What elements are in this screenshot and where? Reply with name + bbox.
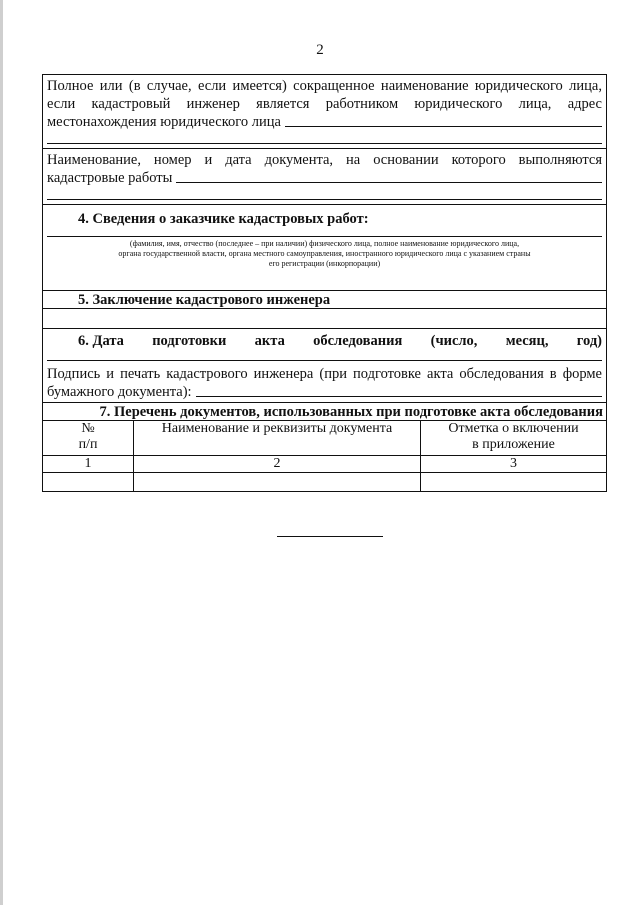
num-col-3: 3	[421, 456, 607, 473]
date-w6: месяц,	[505, 333, 549, 349]
end-rule	[277, 536, 383, 537]
num-col-2: 2	[134, 456, 421, 473]
date-w4: обследования	[313, 333, 403, 349]
documents-table	[43, 420, 606, 491]
header-num-line1: №	[81, 421, 95, 436]
org-address-line2: если кадастровый инженер является работником юридического лица, адрес	[47, 96, 602, 112]
customer-section	[43, 205, 606, 291]
signature-line2	[47, 383, 602, 401]
date-w2: подготовки	[152, 333, 227, 349]
page-number: 2	[316, 42, 324, 58]
row-num-cell[interactable]	[43, 473, 134, 491]
date-w7: год)	[576, 333, 602, 349]
basis-doc-label: кадастровые работы	[47, 170, 173, 186]
basis-doc-extra-line[interactable]	[47, 199, 602, 200]
header-mark-line1: Отметка о включении	[448, 421, 579, 436]
basis-doc-line2	[47, 169, 602, 187]
signature-label: бумажного документа):	[47, 384, 192, 400]
conclusion-heading-row	[43, 291, 606, 309]
table-header-row	[43, 421, 606, 456]
scan-edge	[0, 0, 3, 905]
basis-doc-line1: Наименование, номер и дата документа, на основании которого выполняются	[47, 152, 602, 168]
documents-section	[43, 403, 606, 491]
table-number-row	[43, 456, 606, 473]
row-doc-cell[interactable]	[134, 473, 421, 491]
signature-field[interactable]	[196, 383, 602, 397]
basis-doc-field[interactable]	[176, 169, 602, 183]
org-address-field[interactable]	[285, 113, 602, 127]
signature-line1: Подпись и печать кадастрового инженера (при подготовке акта обследования в форме	[47, 366, 602, 382]
org-address-label: местонахождения юридического лица	[47, 114, 281, 130]
date-section	[43, 329, 606, 403]
row-mark-cell[interactable]	[421, 473, 607, 491]
customer-heading: 4. Сведения о заказчике кадастровых работ:	[78, 211, 369, 227]
customer-field[interactable]	[47, 236, 602, 237]
date-w1: 6. Дата	[78, 333, 124, 349]
org-address-line1: Полное или (в случае, если имеется) сокращенное наименование юридического лица,	[47, 78, 602, 94]
date-w3: акта	[254, 333, 285, 349]
customer-hint-2: органа государственной власти, органа местного самоуправления, иностранного юридического лица с указанием страны	[118, 249, 531, 258]
header-num	[43, 421, 134, 456]
org-address-line3	[47, 113, 602, 131]
conclusion-field[interactable]	[43, 309, 606, 329]
customer-hint-3: его регистрации (инкорпорации)	[268, 259, 381, 268]
header-num-line2: п/п	[78, 437, 98, 452]
header-doc-name: Наименование и реквизиты документа	[134, 421, 421, 456]
num-col-1: 1	[43, 456, 134, 473]
date-heading	[47, 332, 602, 350]
date-field[interactable]	[47, 360, 602, 361]
org-address-extra-line[interactable]	[47, 143, 602, 144]
documents-heading: 7. Перечень документов, использованных при подготовке акта обследования	[99, 404, 603, 420]
customer-hint-1: (фамилия, имя, отчество (последнее – при наличии) физического лица, полное наименование юридического лица,	[129, 239, 520, 248]
inspection-act-form	[42, 74, 607, 492]
basis-doc-section	[43, 149, 606, 205]
table-row	[43, 473, 606, 491]
header-mark-line2: в приложение	[472, 437, 555, 452]
date-w5: (число,	[430, 333, 478, 349]
org-address-section	[43, 75, 606, 149]
header-mark	[421, 421, 607, 456]
conclusion-heading: 5. Заключение кадастрового инженера	[78, 292, 331, 308]
